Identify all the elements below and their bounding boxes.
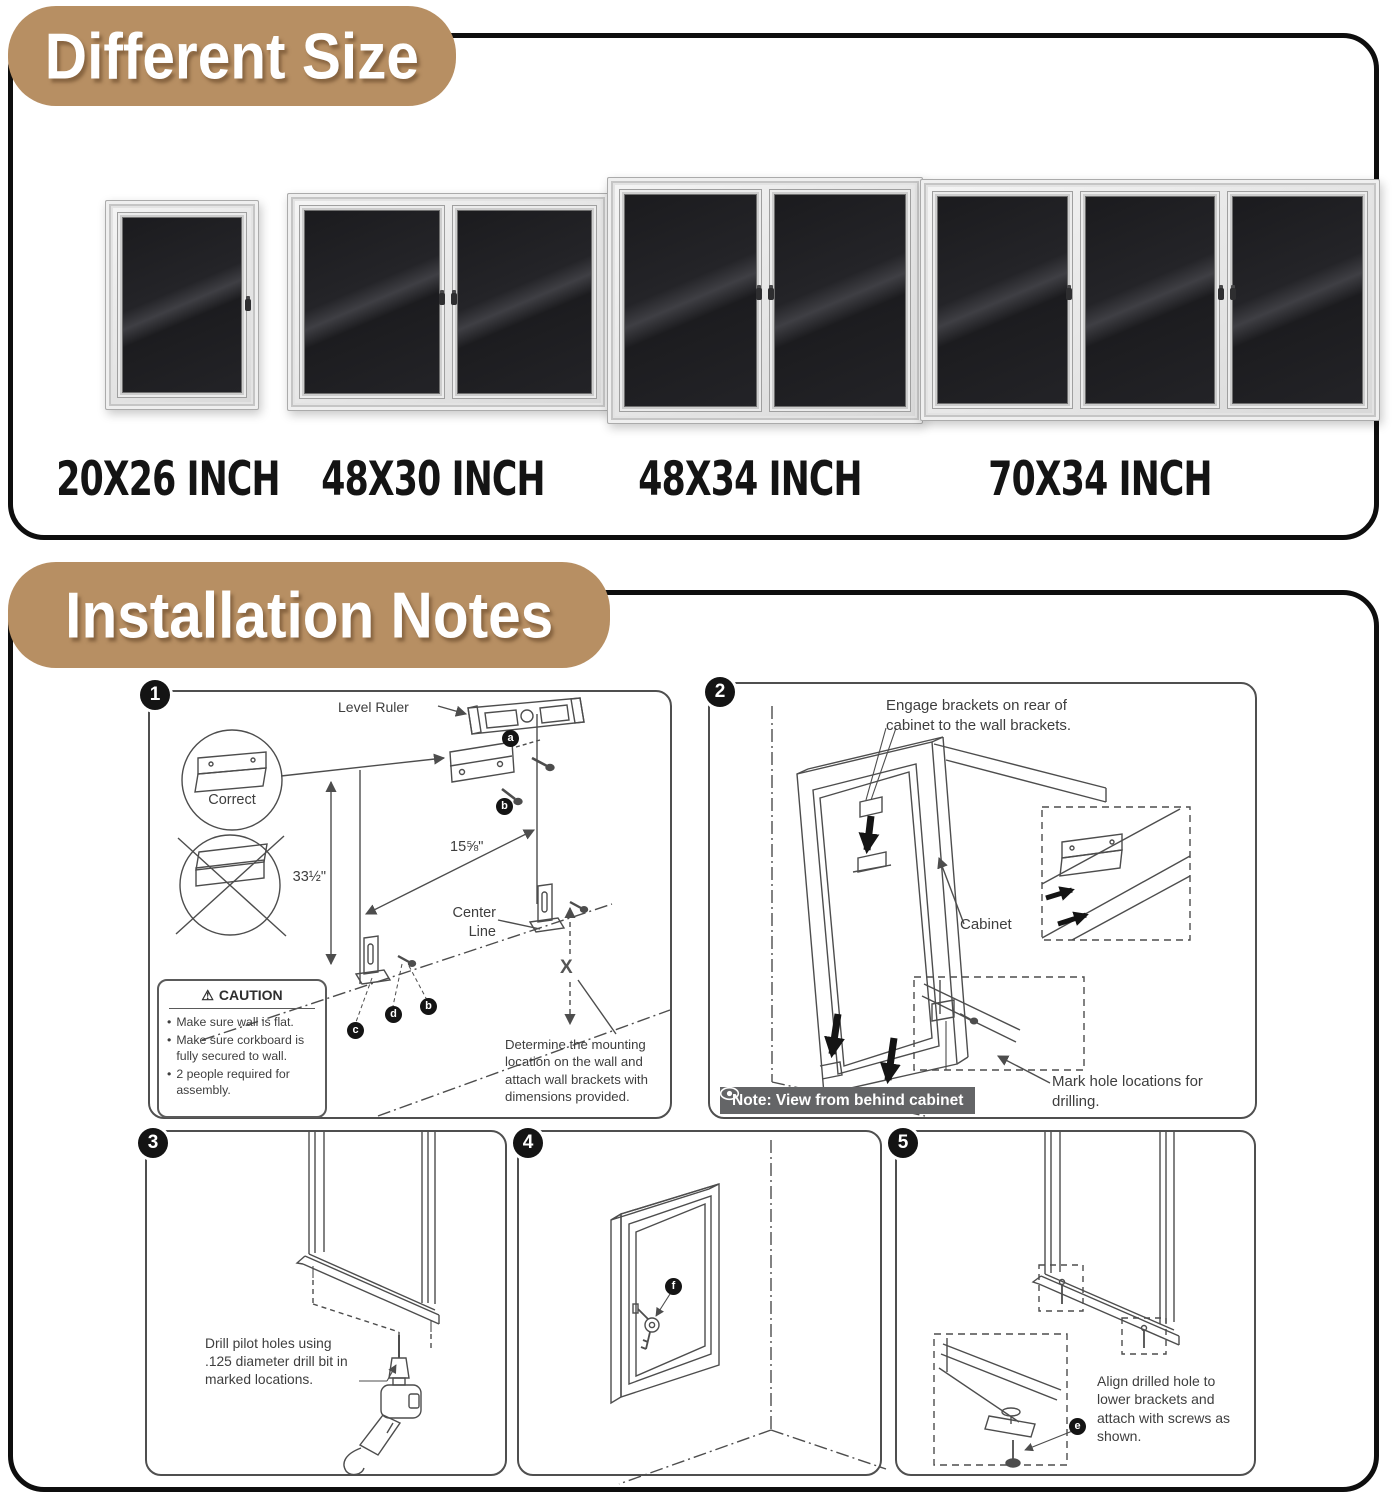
caution-item: • 2 people required for assembly.: [167, 1066, 290, 1097]
engage-note: Engage brackets on rear of cabinet to the wall brackets.: [886, 697, 1072, 734]
board-48x30: [287, 193, 609, 411]
board-door: [299, 205, 445, 399]
step2-panel: [708, 682, 1257, 1119]
lock-icon: [1230, 288, 1236, 300]
step3-diagram: [147, 1132, 505, 1474]
board-48x34: [607, 177, 923, 424]
caution-title-row: [167, 988, 317, 1002]
installation-notes-title-badge: [8, 562, 610, 668]
step4-number: 4: [513, 1128, 543, 1158]
step2-diagram: [710, 684, 1255, 1117]
x-mark: X: [560, 957, 573, 978]
board-door: [619, 189, 762, 412]
step3-line-art: [297, 1132, 439, 1475]
step4-panel: [517, 1130, 882, 1476]
eye-icon: [720, 1087, 739, 1100]
caution-box: [157, 979, 327, 1118]
drill-note: Drill pilot holes using .125 diameter drill bit in marked locations.: [205, 1336, 348, 1388]
step4-diagram: [519, 1132, 880, 1474]
dimension-horizontal: 15⅝": [450, 839, 484, 855]
board-door: [1080, 191, 1221, 409]
callout-f: f: [665, 1278, 682, 1295]
size-label-48x34: 48X34 INCH: [638, 452, 862, 507]
step5-number: 5: [888, 1128, 918, 1158]
size-label-48x30: 48X30 INCH: [321, 452, 545, 507]
board-70x34: [920, 179, 1380, 421]
callout-e: e: [1069, 1418, 1086, 1435]
step1-number: 1: [140, 680, 170, 710]
board-door: [1227, 191, 1368, 409]
step3-number: 3: [138, 1128, 168, 1158]
caution-item: • Make sure corkboard is fully secured to wall.: [167, 1032, 305, 1063]
dimension-vertical: 33½": [292, 869, 326, 885]
view-note-banner: [720, 1087, 975, 1114]
board-felt: [1232, 196, 1363, 404]
caution-divider: [169, 1008, 315, 1009]
different-size-title: Different Size: [44, 19, 420, 93]
board-felt: [937, 196, 1068, 404]
correct-label: Correct: [208, 792, 256, 808]
level-ruler-label: Level Ruler: [338, 699, 409, 715]
step2-number: 2: [705, 677, 735, 707]
board-20x26: [105, 200, 259, 410]
board-door: [117, 212, 247, 398]
board-felt: [624, 194, 757, 407]
caution-title: CAUTION: [218, 987, 283, 1003]
lock-icon: [439, 293, 445, 305]
board-felt: [122, 217, 242, 393]
lock-icon: [756, 288, 762, 300]
lock-icon: [1218, 288, 1224, 300]
caution-item: • Make sure wall is flat.: [167, 1015, 294, 1029]
board-door: [932, 191, 1073, 409]
callout-d: d: [385, 1006, 402, 1023]
view-note-text: Note: View from behind cabinet: [732, 1092, 964, 1109]
board-felt: [774, 194, 907, 407]
align-note: Align drilled hole to lower brackets and attach with screws as shown.: [1097, 1373, 1231, 1445]
warning-icon: ⚠: [201, 987, 214, 1003]
board-felt: [1085, 196, 1216, 404]
different-size-title-badge: [8, 6, 456, 106]
lock-icon: [245, 299, 251, 311]
callout-c: c: [347, 1022, 364, 1039]
callout-b: b: [496, 798, 513, 815]
lock-icon: [768, 288, 774, 300]
board-door: [769, 189, 912, 412]
mounting-note: Determine the mounting location on the wall and attach wall brackets with dimensions provided.: [505, 1037, 648, 1105]
step1-panel: [148, 690, 672, 1119]
step5-panel: [895, 1130, 1256, 1476]
board-felt: [304, 210, 440, 394]
board-door: [452, 205, 598, 399]
step2-line-art: [772, 706, 1190, 1116]
board-felt: [457, 210, 593, 394]
callout-a: a: [502, 730, 519, 747]
step4-line-art: [611, 1140, 886, 1484]
size-label-70x34: 70X34 INCH: [988, 452, 1212, 507]
center-line-label: Center Line: [452, 905, 496, 941]
lock-icon: [451, 293, 457, 305]
step3-panel: [145, 1130, 507, 1476]
lock-icon: [1066, 288, 1072, 300]
size-label-20x26: 20X26 INCH: [56, 452, 280, 507]
callout-b2: b: [420, 998, 437, 1015]
cabinet-label: Cabinet: [960, 916, 1012, 933]
mark-holes-note: Mark hole locations for drilling.: [1052, 1073, 1203, 1110]
installation-notes-title: Installation Notes: [64, 578, 554, 652]
